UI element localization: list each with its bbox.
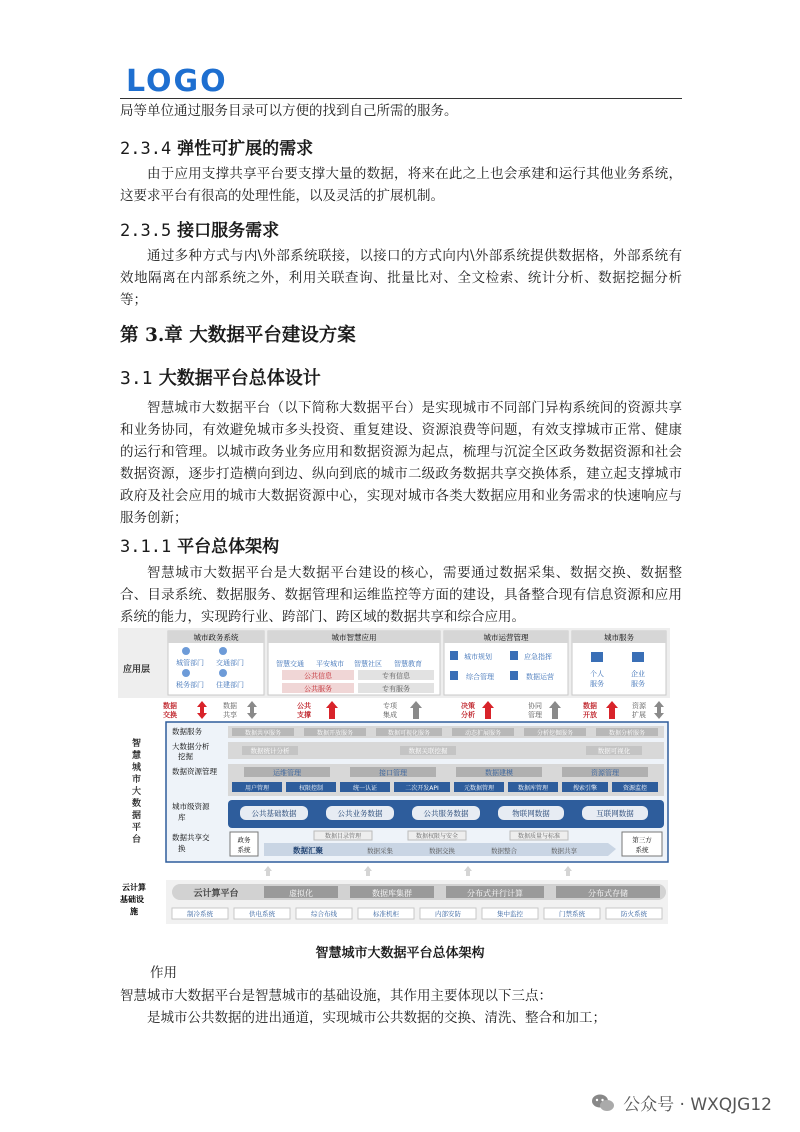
svg-text:城市规划: 城市规划 [464, 653, 492, 661]
svg-text:云计算: 云计算 [122, 883, 146, 892]
svg-text:数据分析服务: 数据分析服务 [608, 730, 646, 737]
svg-text:城市运营管理: 城市运营管理 [483, 633, 529, 642]
svg-text:数据服务: 数据服务 [172, 727, 202, 736]
svg-text:库: 库 [178, 813, 186, 822]
svg-text:搜索引擎: 搜索引擎 [572, 785, 598, 792]
svg-text:系统: 系统 [237, 846, 251, 854]
svg-text:城管部门: 城管部门 [176, 659, 204, 667]
svg-text:门禁系统: 门禁系统 [559, 910, 585, 918]
heading-2-3-4: 2.3.4 弹性可扩展的需求 [120, 139, 314, 159]
svg-text:城市服务: 城市服务 [604, 633, 634, 642]
cloud-infrastructure [120, 880, 668, 924]
svg-text:接口管理: 接口管理 [379, 769, 407, 777]
svg-text:服务: 服务 [590, 680, 604, 688]
svg-text:资源监控: 资源监控 [622, 785, 648, 792]
svg-text:数据共享服务: 数据共享服务 [244, 730, 282, 737]
app-layer-label: 应用层 [123, 665, 151, 675]
platform-title [131, 737, 142, 845]
svg-text:城市级资源: 城市级资源 [172, 802, 210, 811]
svg-text:内部安防: 内部安防 [435, 910, 461, 918]
svg-text:城市政务系统: 城市政务系统 [193, 633, 239, 642]
svg-text:平: 平 [132, 823, 142, 833]
svg-text:数据统计分析: 数据统计分析 [250, 747, 290, 755]
svg-text:数据目录管理: 数据目录管理 [324, 833, 362, 840]
svg-text:据: 据 [132, 811, 142, 821]
svg-text:施: 施 [130, 907, 138, 916]
architecture-diagram [118, 628, 670, 924]
svg-text:决策: 决策 [461, 702, 475, 710]
svg-text:交通部门: 交通部门 [216, 659, 244, 667]
svg-text:集成: 集成 [383, 711, 397, 719]
svg-text:数据质量与标准: 数据质量与标准 [517, 833, 561, 840]
svg-text:第三方: 第三方 [632, 836, 652, 844]
app-group-2 [444, 631, 568, 695]
svg-text:综合布线: 综合布线 [311, 910, 337, 918]
arrow-6 [583, 701, 618, 719]
svg-text:用户管理: 用户管理 [244, 785, 270, 792]
svg-text:物联网数据: 物联网数据 [512, 809, 550, 818]
svg-text:平安城市: 平安城市 [316, 660, 344, 668]
svg-text:数据资源管理: 数据资源管理 [172, 767, 217, 776]
svg-text:数据开放服务: 数据开放服务 [316, 730, 354, 737]
paragraph-top: 局等单位通过服务目录可以方便的找到自己所需的服务。 [120, 103, 458, 119]
svg-text:专有服务: 专有服务 [382, 685, 410, 693]
svg-text:公共基础数据: 公共基础数据 [251, 809, 297, 818]
svg-text:虚拟化: 虚拟化 [289, 889, 313, 898]
arrow-2 [296, 701, 338, 719]
svg-text:专有信息: 专有信息 [382, 672, 410, 680]
svg-text:供电系统: 供电系统 [249, 910, 275, 918]
svg-text:数据权限与安全: 数据权限与安全 [415, 833, 459, 840]
svg-text:大: 大 [132, 787, 142, 797]
svg-text:分析挖掘服务: 分析挖掘服务 [536, 730, 574, 737]
svg-text:公共信息: 公共信息 [304, 672, 332, 680]
paragraph-after-2: 智慧城市大数据平台是智慧城市的基础设施，其作用主要体现以下三点： [120, 988, 552, 1004]
svg-text:数: 数 [132, 799, 142, 809]
svg-text:台: 台 [132, 835, 142, 845]
paragraph-3-1-1: 智慧城市大数据平台是大数据平台建设的核心，需要通过数据采集、数据交换、数据整合、目录系统、数据服务、数据管理和运维监控等方面的建设，具备整合现有信息资源和应用系统的能力，实现跨行业、跨部门、跨区域的数据共享和综合应用。 [120, 565, 682, 625]
svg-text:动态扩展服务: 动态扩展服务 [464, 730, 502, 737]
svg-text:统一认证: 统一认证 [352, 785, 378, 792]
svg-text:数据建模: 数据建模 [485, 769, 513, 777]
arrow-1 [223, 701, 257, 719]
heading-2-3-5: 2.3.5 接口服务需求 [120, 221, 280, 241]
svg-text:共享: 共享 [223, 711, 237, 719]
svg-text:开放: 开放 [583, 711, 597, 719]
svg-text:数据共享: 数据共享 [551, 847, 577, 855]
svg-text:管理: 管理 [528, 711, 542, 719]
svg-text:企业: 企业 [631, 670, 645, 678]
svg-text:综合管理: 综合管理 [466, 673, 494, 681]
svg-text:住建部门: 住建部门 [216, 681, 244, 689]
svg-text:换: 换 [178, 844, 186, 853]
svg-text:公共服务: 公共服务 [304, 685, 332, 693]
svg-text:公共: 公共 [297, 702, 311, 710]
header-rule [120, 98, 682, 99]
svg-text:云计算平台: 云计算平台 [193, 889, 239, 899]
svg-text:系统: 系统 [635, 846, 649, 854]
arrow-0 [163, 701, 207, 719]
paragraph-2-3-4: 由于应用支撑共享平台要支撑大量的数据，将来在此之上也会承建和运行其他业务系统，这要求平台有很高的处理性能，以及灵活的扩展机制。 [120, 166, 682, 204]
svg-text:支撑: 支撑 [297, 711, 311, 719]
figure-caption: 智慧城市大数据平台总体架构 [315, 946, 485, 961]
svg-text:市: 市 [132, 775, 142, 785]
row-resource-mgmt [172, 764, 664, 796]
arrow-3 [383, 701, 422, 719]
svg-text:制冷系统: 制冷系统 [187, 910, 213, 918]
svg-text:智慧社区: 智慧社区 [354, 660, 382, 668]
svg-text:基础设: 基础设 [120, 895, 144, 904]
svg-text:税务部门: 税务部门 [176, 681, 204, 689]
svg-text:专项: 专项 [383, 702, 397, 710]
app-group-3 [572, 631, 666, 695]
svg-text:服务: 服务 [631, 680, 645, 688]
row-analysis [172, 741, 664, 761]
wechat-icon [591, 1093, 615, 1113]
svg-text:分析: 分析 [461, 711, 475, 719]
svg-text:数据: 数据 [583, 702, 597, 710]
svg-text:数据整合: 数据整合 [491, 847, 517, 855]
arrow-5 [528, 701, 561, 719]
svg-text:数据采集: 数据采集 [367, 847, 393, 855]
svg-text:应急指挥: 应急指挥 [524, 653, 552, 661]
row-data-services [172, 726, 664, 738]
svg-text:数据运营: 数据运营 [526, 673, 554, 681]
row-resource-library [172, 800, 664, 828]
paragraph-after-3: 是城市公共数据的进出通道，实现城市公共数据的交换、清洗、整合和加工； [147, 1010, 606, 1026]
watermark [591, 1090, 772, 1115]
svg-text:数据库管理: 数据库管理 [517, 785, 549, 792]
svg-text:城: 城 [132, 763, 142, 773]
svg-text:资源: 资源 [632, 702, 646, 710]
arrow-4 [460, 701, 494, 719]
svg-text:分布式并行计算: 分布式并行计算 [467, 889, 523, 898]
svg-text:运维管理: 运维管理 [273, 769, 301, 777]
svg-text:挖掘: 挖掘 [178, 752, 193, 761]
svg-text:交换: 交换 [163, 711, 177, 719]
svg-text:权限控制: 权限控制 [298, 785, 324, 792]
svg-text:数据关联挖掘: 数据关联挖掘 [408, 747, 448, 755]
paragraph-2-3-5: 通过多种方式与内\外部系统联接，以接口的方式向内\外部系统提供数据格，外部系统有效地隔离在内部系统之外，利用关联查询、批量比对、全文检索、统计分析、数据挖掘分析等； [120, 248, 682, 308]
svg-text:数据库集群: 数据库集群 [372, 889, 412, 898]
svg-text:政务: 政务 [237, 836, 251, 844]
svg-text:集中监控: 集中监控 [497, 910, 523, 918]
svg-text:数据汇聚: 数据汇聚 [293, 846, 323, 855]
svg-text:二次开发API: 二次开发API [405, 785, 439, 792]
svg-text:智: 智 [132, 739, 142, 749]
svg-text:数据: 数据 [223, 702, 237, 710]
svg-text:防火系统: 防火系统 [621, 910, 647, 918]
svg-text:数据交换: 数据交换 [429, 847, 455, 855]
svg-text:数据: 数据 [163, 702, 177, 710]
svg-text:公共业务数据: 公共业务数据 [337, 809, 383, 818]
svg-text:智慧交通: 智慧交通 [276, 660, 304, 668]
svg-text:协同: 协同 [528, 702, 542, 710]
arrow-7 [632, 701, 664, 719]
svg-text:扩展: 扩展 [632, 711, 646, 719]
svg-text:慧: 慧 [132, 751, 142, 761]
svg-text:分布式存储: 分布式存储 [588, 889, 628, 898]
svg-text:公共服务数据: 公共服务数据 [423, 809, 469, 818]
heading-3-1: 3.1 大数据平台总体设计 [120, 368, 321, 389]
arrow-row [163, 701, 664, 719]
svg-text:数据可视化服务: 数据可视化服务 [387, 730, 431, 737]
chapter-3-title: 第 3.章 大数据平台建设方案 [120, 325, 356, 346]
svg-text:元数据管理: 元数据管理 [463, 785, 495, 792]
svg-text:个人: 个人 [590, 670, 604, 678]
paragraph-3-1: 智慧城市大数据平台（以下简称大数据平台）是实现城市不同部门异构系统间的资源共享和业务协同，有效避免城市多头投资、重复建设、资源浪费等问题，有效支撑城市正常、健康的运行和管理。以城市政务业务应用和数据资源为起点，梳理与沉淀全区政务数据资源和社会数据资源，逐步打造横向到边、纵向到底的城市二级政务数据共享交换体系，建立起支撑城市政府及社会应用的城市大数据资源中心，实现对城市各类大数据应用和业务需求的快速响应与服务创新； [120, 400, 682, 526]
svg-text:资源管理: 资源管理 [591, 769, 619, 777]
svg-text:标准机柜: 标准机柜 [373, 910, 399, 918]
app-group-1 [268, 631, 440, 695]
svg-text:城市智慧应用: 城市智慧应用 [331, 633, 377, 642]
svg-text:智慧教育: 智慧教育 [394, 660, 422, 668]
svg-text:数据共享交: 数据共享交 [172, 833, 210, 842]
svg-text:大数据分析: 大数据分析 [172, 742, 210, 751]
heading-3-1-1: 3.1.1 平台总体架构 [120, 537, 280, 557]
paragraph-after-1: 作用 [150, 965, 177, 981]
app-group-0 [168, 631, 264, 695]
svg-text:互联网数据: 互联网数据 [596, 809, 634, 818]
logo: LOGO [126, 64, 228, 99]
svg-text:数据可视化: 数据可视化 [597, 747, 631, 755]
watermark-text: 公众号 · WXQJG12 [623, 1095, 772, 1115]
